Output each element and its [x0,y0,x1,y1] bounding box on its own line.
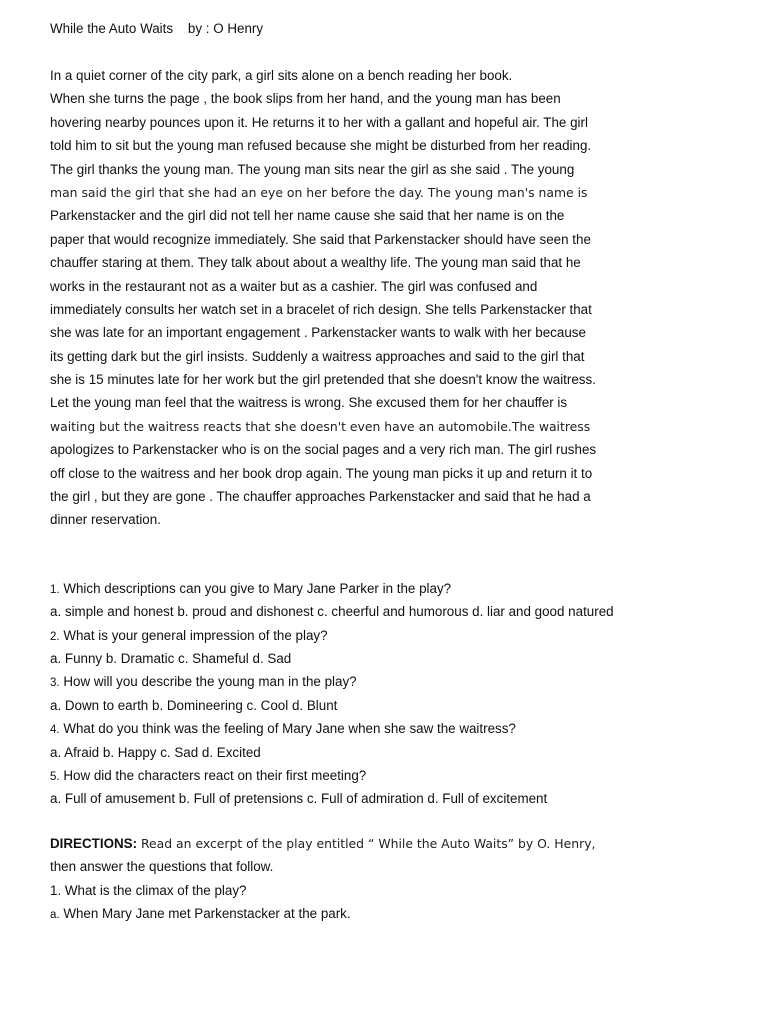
option-b: b. Dramatic [105,650,175,666]
story-line: waiting but the waitress reacts that she doesn't even have an automobile.The waitress [50,418,591,434]
story-line: dinner reservation. [50,512,161,528]
story-line: told him to sit but the young man refused because she might be disturbed from her reading. [50,138,592,154]
story-summary [50,64,750,532]
story-line: chauffer staring at them. They talk about about a wealthy life. The young man said that he [50,255,581,271]
option-c: c. Cool [246,697,289,713]
option-a: a. Down to earth [50,697,149,713]
directions-text: Read an excerpt of the play entitled “ While the Auto Waits” by O. Henry, [137,835,596,851]
question-text: What is your general impression of the play? [63,627,328,643]
option-b: b. Full of pretensions [178,791,304,807]
option-d: d. Blunt [291,697,338,713]
story-line: she was late for an important engagement . Parkenstacker wants to walk with her because [50,325,586,341]
question-1-options [50,600,750,623]
question-3-options [50,694,750,717]
option-c: c. cheerful and humorous [317,604,469,620]
question-4 [50,717,750,740]
question-text: Which descriptions can you give to Mary Jane Parker in the play? [63,580,452,596]
question-text: What do you think was the feeling of Mary Jane when she saw the waitress? [63,721,516,737]
quiz-questions [50,577,750,811]
directions-line [50,832,750,855]
option-c: c. Shameful [178,650,249,666]
story-line: Parkenstacker and the girl did not tell her name cause she said that her name is on the [50,208,565,224]
question-number: 4. [50,724,60,737]
story-line: she is 15 minutes late for her work but the girl pretended that she doesn't know the waitress. [50,372,596,388]
document-page [50,19,750,925]
question-1 [50,577,750,600]
question-number: 3. [50,677,60,690]
option-b: b. Happy [102,744,157,760]
option-c: c. Full of admiration [306,791,424,807]
climax-question: 1. What is the climax of the play? [50,882,247,898]
directions-section [50,832,750,926]
directions-label: DIRECTIONS: [50,835,138,851]
question-3 [50,670,750,693]
question-5 [50,764,750,787]
option-a: a. Full of amusement [50,791,176,807]
question-4-options [50,741,750,764]
story-line: man said the girl that she had an eye on her before the day. The young man's name is [50,184,588,200]
story-line: Let the young man feel that the waitress is wrong. She excused them for her chauffer is [50,395,568,411]
story-line: In a quiet corner of the city park, a girl sits alone on a bench reading her book. [50,68,513,83]
document-title: While the Auto Waits by : O Henry [50,21,264,36]
story-line: off close to the waitress and her book drop again. The young man picks it up and return it to [50,465,593,481]
answer-text: When Mary Jane met Parkenstacker at the park. [59,905,351,921]
story-line: apologizes to Parkenstacker who is on the social pages and a very rich man. The girl rushes [50,442,597,458]
story-line: works in the restaurant not as a waiter but as a cashier. The girl was confused and [50,278,538,294]
option-c: c. Sad [160,744,199,760]
story-line: its getting dark but the girl insists. Suddenly a waitress approaches and said to the girl that [50,348,585,364]
question-number: 5. [50,770,60,783]
question-number: 1. [50,583,60,596]
question-2 [50,624,750,647]
answer-letter: a. [50,908,60,921]
question-text: How will you describe the young man in the play? [63,674,357,690]
option-a: a. Afraid [50,744,100,760]
option-a: a. simple and honest [50,604,174,620]
question-2-options [50,647,750,670]
directions-line-2: then answer the questions that follow. [50,859,274,875]
option-b: b. Domineering [152,697,243,713]
option-b: b. proud and dishonest [177,604,314,620]
question-number: 2. [50,630,60,643]
option-a: a. Funny [50,650,103,666]
option-d: d. liar and good natured [472,604,614,620]
story-line: the girl , but they are gone . The chauffer approaches Parkenstacker and said that he had a [50,489,591,505]
question-text: How did the characters react on their first meeting? [63,767,367,783]
story-line: When she turns the page , the book slips from her hand, and the young man has been [50,91,561,107]
story-line: hovering nearby pounces upon it. He returns it to her with a gallant and hopeful air. The girl [50,114,588,130]
question-5-options [50,787,750,810]
story-line: immediately consults her watch set in a bracelet of rich design. She tells Parkenstacker that [50,301,592,317]
option-d: d. Full of excitement [427,791,548,807]
story-line: paper that would recognize immediately. She said that Parkenstacker should have seen the [50,231,591,247]
option-d: d. Sad [252,650,292,666]
option-d: d. Excited [201,744,261,760]
story-line: The girl thanks the young man. The young man sits near the girl as she said . The young [50,161,575,177]
climax-answer [50,902,750,925]
